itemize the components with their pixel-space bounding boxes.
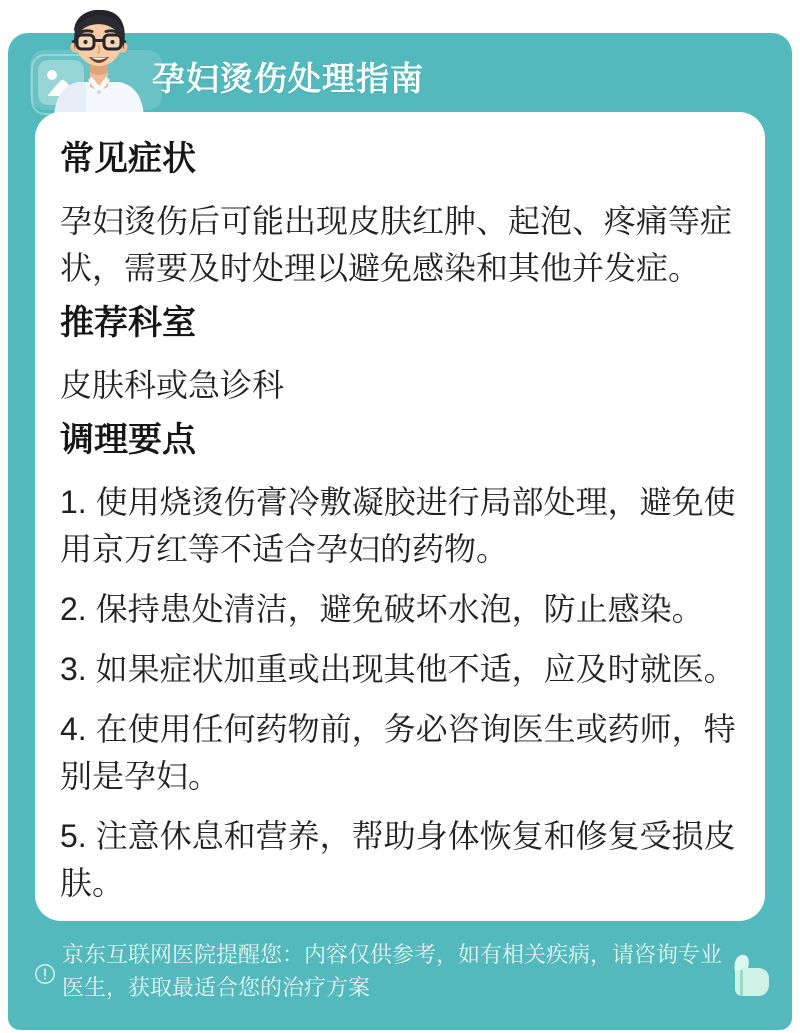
section-text-common-symptoms: 孕妇烫伤后可能出现皮肤红肿、起泡、疼痛等症状，需要及时处理以避免感染和其他并发症。	[60, 203, 733, 286]
info-circle-icon	[34, 963, 56, 985]
care-point-item-4: 4. 在使用任何药物前，务必咨询医生或药师，特别是孕妇。	[60, 711, 736, 794]
section-text-recommended-department: 皮肤科或急诊科	[60, 367, 285, 403]
care-point-item-1: 1. 使用烧烫伤膏冷敷凝胶进行局部处理，避免使用京万红等不适合孕妇的药物。	[60, 484, 736, 567]
disclaimer-text: 京东互联网医院提醒您：内容仅供参考，如有相关疾病，请咨询专业医生，获取最适合您的治疗方案	[62, 942, 723, 1000]
doctor-avatar	[46, 6, 152, 116]
care-point-item-2: 2. 保持患处清洁，避免破坏水泡，防止感染。	[60, 591, 704, 627]
care-point-item-5: 5. 注意休息和营养，帮助身体恢复和修复受损皮肤。	[60, 818, 736, 901]
content-card	[35, 112, 765, 921]
page-title: 孕妇烫伤处理指南	[152, 60, 424, 97]
section-heading-recommended-department: 推荐科室	[60, 304, 196, 342]
section-heading-common-symptoms: 常见症状	[60, 140, 196, 178]
thumbs-up-icon[interactable]	[725, 950, 771, 998]
section-heading-care-points: 调理要点	[60, 421, 196, 459]
care-point-item-3: 3. 如果症状加重或出现其他不适，应及时就医。	[60, 651, 736, 687]
